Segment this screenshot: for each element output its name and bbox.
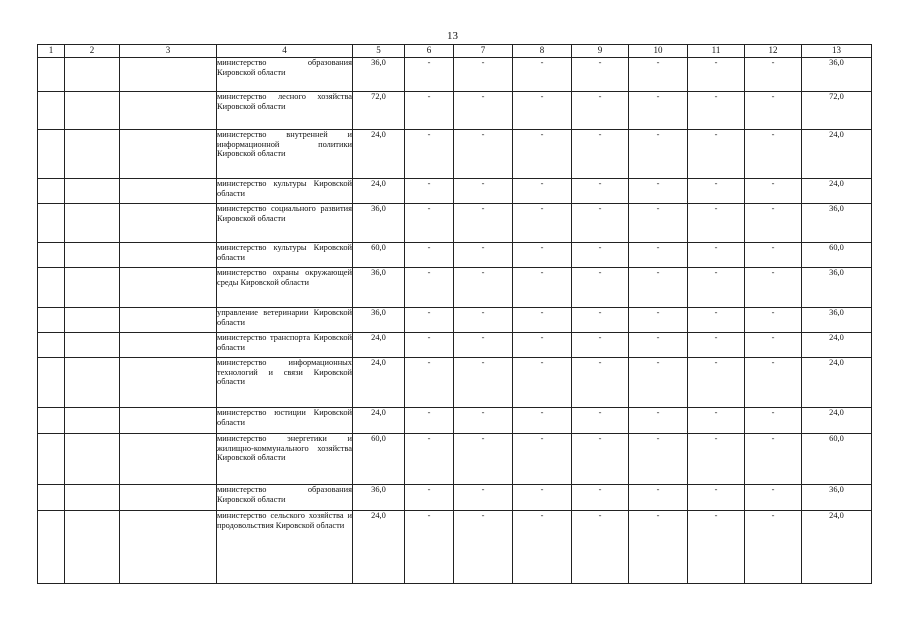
table-row [38, 308, 872, 333]
dash-cell-col10: - [629, 333, 688, 358]
dash-cell-col11: - [688, 434, 745, 485]
organization-cell: министерство сельского хозяйства и продовольствия Кировской области [217, 511, 353, 584]
empty-cell-col2 [65, 130, 120, 179]
column-header-5: 5 [353, 45, 405, 58]
amount-col5-cell: 60,0 [353, 243, 405, 268]
dash-cell-col12: - [745, 58, 802, 92]
total-col13-cell: 24,0 [802, 358, 872, 408]
amount-col5-cell: 36,0 [353, 308, 405, 333]
dash-cell-col6: - [405, 434, 454, 485]
dash-cell-col6: - [405, 408, 454, 434]
empty-cell-col3 [120, 333, 217, 358]
empty-cell-col1 [38, 204, 65, 243]
total-col13-cell: 36,0 [802, 268, 872, 308]
table-row [38, 333, 872, 358]
dash-cell-col11: - [688, 130, 745, 179]
dash-cell-col8: - [513, 179, 572, 204]
dash-cell-col12: - [745, 408, 802, 434]
dash-cell-col11: - [688, 179, 745, 204]
dash-cell-col9: - [572, 58, 629, 92]
table-row [38, 130, 872, 179]
empty-cell-col3 [120, 92, 217, 130]
column-header-13: 13 [802, 45, 872, 58]
dash-cell-col6: - [405, 130, 454, 179]
empty-cell-col1 [38, 434, 65, 485]
table-row [38, 434, 872, 485]
organization-cell: министерство культуры Кировской области [217, 243, 353, 268]
dash-cell-col6: - [405, 358, 454, 408]
empty-cell-col3 [120, 204, 217, 243]
organization-cell: министерство юстиции Кировской области [217, 408, 353, 434]
organization-cell: министерство лесного хозяйства Кировской области [217, 92, 353, 130]
total-col13-cell: 24,0 [802, 333, 872, 358]
data-table [37, 44, 872, 584]
empty-cell-col1 [38, 511, 65, 584]
dash-cell-col10: - [629, 204, 688, 243]
organization-cell: министерство образования Кировской области [217, 58, 353, 92]
amount-col5-cell: 24,0 [353, 179, 405, 204]
dash-cell-col7: - [454, 408, 513, 434]
empty-cell-col1 [38, 308, 65, 333]
table-row [38, 358, 872, 408]
dash-cell-col10: - [629, 130, 688, 179]
empty-cell-col1 [38, 485, 65, 511]
organization-cell: министерство культуры Кировской области [217, 179, 353, 204]
dash-cell-col9: - [572, 92, 629, 130]
dash-cell-col11: - [688, 204, 745, 243]
page-number: 13 [447, 30, 458, 42]
dash-cell-col6: - [405, 58, 454, 92]
dash-cell-col8: - [513, 130, 572, 179]
dash-cell-col9: - [572, 204, 629, 243]
dash-cell-col7: - [454, 130, 513, 179]
table-row [38, 58, 872, 92]
table-row [38, 179, 872, 204]
dash-cell-col12: - [745, 511, 802, 584]
header-row [38, 45, 872, 58]
empty-cell-col2 [65, 308, 120, 333]
dash-cell-col7: - [454, 434, 513, 485]
table-row [38, 243, 872, 268]
dash-cell-col6: - [405, 179, 454, 204]
dash-cell-col11: - [688, 511, 745, 584]
empty-cell-col1 [38, 243, 65, 268]
dash-cell-col7: - [454, 204, 513, 243]
dash-cell-col8: - [513, 308, 572, 333]
total-col13-cell: 36,0 [802, 58, 872, 92]
empty-cell-col1 [38, 92, 65, 130]
dash-cell-col12: - [745, 358, 802, 408]
column-header-9: 9 [572, 45, 629, 58]
dash-cell-col7: - [454, 308, 513, 333]
dash-cell-col7: - [454, 243, 513, 268]
dash-cell-col10: - [629, 268, 688, 308]
organization-cell: министерство охраны окружающей среды Кировской области [217, 268, 353, 308]
dash-cell-col6: - [405, 268, 454, 308]
total-col13-cell: 24,0 [802, 511, 872, 584]
total-col13-cell: 60,0 [802, 243, 872, 268]
dash-cell-col11: - [688, 408, 745, 434]
dash-cell-col11: - [688, 333, 745, 358]
table-body [38, 58, 872, 584]
dash-cell-col12: - [745, 204, 802, 243]
dash-cell-col8: - [513, 434, 572, 485]
dash-cell-col8: - [513, 243, 572, 268]
empty-cell-col3 [120, 408, 217, 434]
amount-col5-cell: 24,0 [353, 130, 405, 179]
dash-cell-col6: - [405, 204, 454, 243]
dash-cell-col11: - [688, 58, 745, 92]
column-header-10: 10 [629, 45, 688, 58]
total-col13-cell: 36,0 [802, 204, 872, 243]
dash-cell-col8: - [513, 204, 572, 243]
empty-cell-col2 [65, 204, 120, 243]
table-row [38, 408, 872, 434]
dash-cell-col10: - [629, 58, 688, 92]
dash-cell-col10: - [629, 308, 688, 333]
dash-cell-col10: - [629, 511, 688, 584]
dash-cell-col12: - [745, 434, 802, 485]
dash-cell-col12: - [745, 268, 802, 308]
dash-cell-col9: - [572, 268, 629, 308]
dash-cell-col8: - [513, 58, 572, 92]
amount-col5-cell: 24,0 [353, 408, 405, 434]
dash-cell-col6: - [405, 485, 454, 511]
dash-cell-col6: - [405, 243, 454, 268]
dash-cell-col7: - [454, 485, 513, 511]
dash-cell-col12: - [745, 92, 802, 130]
empty-cell-col2 [65, 485, 120, 511]
empty-cell-col3 [120, 308, 217, 333]
column-header-1: 1 [38, 45, 65, 58]
empty-cell-col3 [120, 243, 217, 268]
amount-col5-cell: 24,0 [353, 511, 405, 584]
empty-cell-col1 [38, 58, 65, 92]
organization-cell: министерство энергетики и жилищно-коммунального хозяйства Кировской области [217, 434, 353, 485]
total-col13-cell: 36,0 [802, 485, 872, 511]
amount-col5-cell: 24,0 [353, 333, 405, 358]
column-header-2: 2 [65, 45, 120, 58]
dash-cell-col9: - [572, 485, 629, 511]
amount-col5-cell: 36,0 [353, 485, 405, 511]
amount-col5-cell: 60,0 [353, 434, 405, 485]
empty-cell-col3 [120, 58, 217, 92]
dash-cell-col7: - [454, 179, 513, 204]
empty-cell-col2 [65, 511, 120, 584]
organization-cell: министерство информационных технологий и связи Кировской области [217, 358, 353, 408]
column-header-4: 4 [217, 45, 353, 58]
empty-cell-col1 [38, 358, 65, 408]
dash-cell-col10: - [629, 179, 688, 204]
column-header-7: 7 [454, 45, 513, 58]
table-row [38, 92, 872, 130]
dash-cell-col9: - [572, 434, 629, 485]
dash-cell-col9: - [572, 179, 629, 204]
total-col13-cell: 24,0 [802, 408, 872, 434]
empty-cell-col2 [65, 243, 120, 268]
dash-cell-col8: - [513, 408, 572, 434]
dash-cell-col8: - [513, 268, 572, 308]
empty-cell-col3 [120, 268, 217, 308]
dash-cell-col11: - [688, 268, 745, 308]
empty-cell-col2 [65, 58, 120, 92]
dash-cell-col6: - [405, 92, 454, 130]
empty-cell-col2 [65, 358, 120, 408]
empty-cell-col3 [120, 434, 217, 485]
empty-cell-col2 [65, 408, 120, 434]
dash-cell-col8: - [513, 485, 572, 511]
organization-cell: управление ветеринарии Кировской области [217, 308, 353, 333]
empty-cell-col3 [120, 485, 217, 511]
table-row [38, 485, 872, 511]
amount-col5-cell: 72,0 [353, 92, 405, 130]
dash-cell-col10: - [629, 434, 688, 485]
table-row [38, 511, 872, 584]
dash-cell-col12: - [745, 485, 802, 511]
table-row [38, 268, 872, 308]
empty-cell-col1 [38, 179, 65, 204]
dash-cell-col11: - [688, 308, 745, 333]
dash-cell-col12: - [745, 179, 802, 204]
empty-cell-col3 [120, 358, 217, 408]
dash-cell-col12: - [745, 333, 802, 358]
empty-cell-col3 [120, 511, 217, 584]
dash-cell-col10: - [629, 358, 688, 408]
empty-cell-col2 [65, 92, 120, 130]
empty-cell-col3 [120, 130, 217, 179]
dash-cell-col6: - [405, 333, 454, 358]
dash-cell-col7: - [454, 511, 513, 584]
dash-cell-col9: - [572, 243, 629, 268]
dash-cell-col9: - [572, 130, 629, 179]
dash-cell-col10: - [629, 92, 688, 130]
column-header-6: 6 [405, 45, 454, 58]
dash-cell-col7: - [454, 358, 513, 408]
dash-cell-col8: - [513, 511, 572, 584]
total-col13-cell: 24,0 [802, 179, 872, 204]
empty-cell-col1 [38, 333, 65, 358]
dash-cell-col12: - [745, 308, 802, 333]
dash-cell-col7: - [454, 268, 513, 308]
total-col13-cell: 24,0 [802, 130, 872, 179]
dash-cell-col9: - [572, 358, 629, 408]
organization-cell: министерство образования Кировской области [217, 485, 353, 511]
dash-cell-col7: - [454, 92, 513, 130]
dash-cell-col6: - [405, 511, 454, 584]
dash-cell-col12: - [745, 243, 802, 268]
dash-cell-col7: - [454, 58, 513, 92]
organization-cell: министерство внутренней и информационной политики Кировской области [217, 130, 353, 179]
dash-cell-col12: - [745, 130, 802, 179]
dash-cell-col11: - [688, 358, 745, 408]
dash-cell-col9: - [572, 308, 629, 333]
dash-cell-col10: - [629, 408, 688, 434]
dash-cell-col11: - [688, 485, 745, 511]
amount-col5-cell: 36,0 [353, 204, 405, 243]
total-col13-cell: 60,0 [802, 434, 872, 485]
empty-cell-col2 [65, 434, 120, 485]
dash-cell-col7: - [454, 333, 513, 358]
dash-cell-col9: - [572, 333, 629, 358]
empty-cell-col2 [65, 179, 120, 204]
empty-cell-col2 [65, 333, 120, 358]
organization-cell: министерство транспорта Кировской области [217, 333, 353, 358]
column-header-12: 12 [745, 45, 802, 58]
dash-cell-col6: - [405, 308, 454, 333]
dash-cell-col8: - [513, 333, 572, 358]
organization-cell: министерство социального развития Кировской области [217, 204, 353, 243]
dash-cell-col9: - [572, 408, 629, 434]
column-header-11: 11 [688, 45, 745, 58]
dash-cell-col8: - [513, 358, 572, 408]
amount-col5-cell: 24,0 [353, 358, 405, 408]
total-col13-cell: 72,0 [802, 92, 872, 130]
dash-cell-col9: - [572, 511, 629, 584]
dash-cell-col11: - [688, 92, 745, 130]
empty-cell-col1 [38, 408, 65, 434]
dash-cell-col10: - [629, 485, 688, 511]
table-row [38, 204, 872, 243]
empty-cell-col2 [65, 268, 120, 308]
column-header-3: 3 [120, 45, 217, 58]
column-header-8: 8 [513, 45, 572, 58]
dash-cell-col8: - [513, 92, 572, 130]
empty-cell-col1 [38, 130, 65, 179]
empty-cell-col1 [38, 268, 65, 308]
amount-col5-cell: 36,0 [353, 268, 405, 308]
amount-col5-cell: 36,0 [353, 58, 405, 92]
total-col13-cell: 36,0 [802, 308, 872, 333]
empty-cell-col3 [120, 179, 217, 204]
dash-cell-col10: - [629, 243, 688, 268]
dash-cell-col11: - [688, 243, 745, 268]
